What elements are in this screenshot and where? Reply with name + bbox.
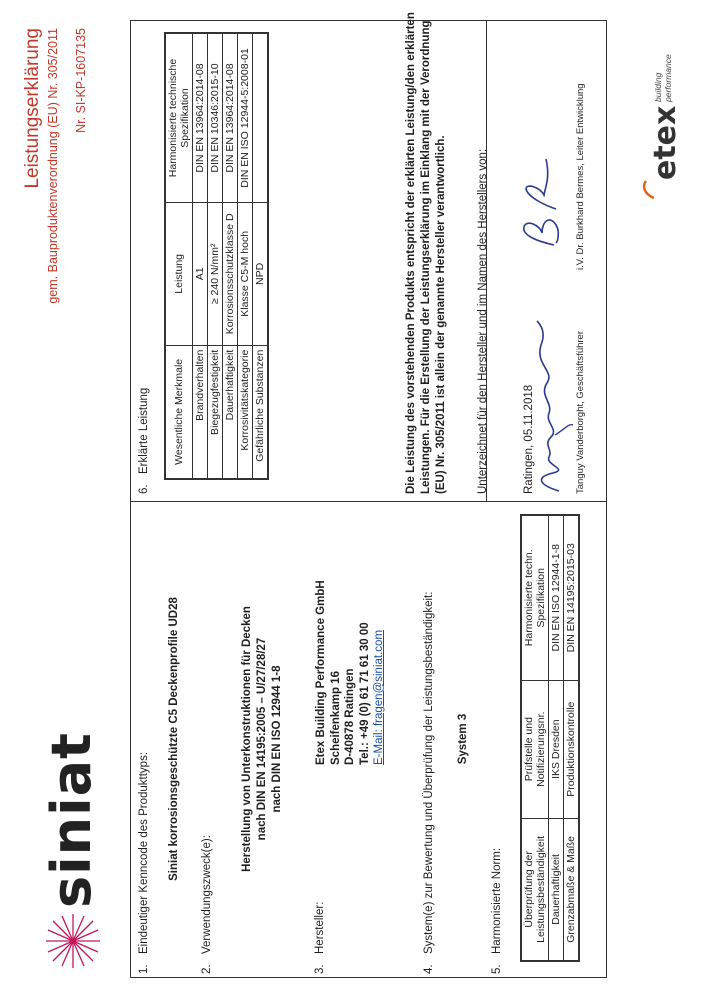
table-row: Grenzabmaße & Maße Produktionskontrolle DIN EN 14195:2015-03 — [564, 515, 580, 961]
document-header — [22, 28, 88, 304]
etex-name: etex — [648, 105, 683, 180]
table-row: Biegezugfestigkeit ≥ 240 N/mm² DIN EN 10346:2015-10 — [208, 33, 223, 479]
signature-1-image — [525, 315, 575, 495]
email-link[interactable]: E-Mail: fragen@siniat.com — [373, 629, 385, 765]
table-row: Gefährliche Substanzen NPD — [253, 33, 269, 479]
table-row: Dauerhaftigkeit IKS Dresden DIN EN ISO 12944-1-8 — [549, 515, 564, 961]
section-3-label: 3.Hersteller: — [314, 901, 326, 974]
section-5-label: 5.Harmonisierte Norm: — [491, 847, 503, 974]
document-subtitle: gem. Bauproduktenverordnung (EU) Nr. 305/2011 — [46, 28, 60, 304]
document-title: Leistungserklärung — [22, 28, 43, 189]
table-row: Brandverhalten A1 DIN EN 13964:2014-08 — [193, 33, 208, 479]
table-row: Dauerhaftigkeit Korrosionsschutzklasse D DIN EN 13964:2014-08 — [223, 33, 238, 479]
system-header-3: Harmonisierte techn. Spezifikation — [521, 515, 549, 680]
signer-1: Tanguy Vanderborght, Geschäftsführer — [575, 330, 586, 494]
system-header-2: Prüfstelle und Notifizierungsnr. — [521, 680, 549, 818]
system-table — [520, 514, 580, 962]
place-date: Ratingen, 05.11.2018 — [523, 384, 535, 494]
perf-header-1: Wesentliche Merkmale — [165, 345, 193, 479]
perf-header-3: Harmonisierte technische Spezifikation — [165, 33, 193, 202]
section-1-label: 1.Eindeutiger Kenncode des Produkttyps: — [138, 751, 150, 974]
performance-table — [164, 32, 269, 480]
perf-header-2: Leistung — [165, 202, 193, 345]
siniat-logo — [38, 710, 108, 970]
document-number: Nr. SI-KP-1607135 — [74, 28, 88, 133]
section-2-label: 2.Verwendungszweck(e): — [201, 835, 213, 974]
etex-tagline: building performance — [653, 54, 673, 102]
section-4-label: 4.System(e) zur Bewertung und Überprüfung der Leistungsbeständigkeit: — [423, 591, 435, 974]
signature-2-image — [516, 145, 566, 255]
etex-logo — [640, 20, 690, 200]
signature-intro: Unterzeichnet für den Hersteller und im Namen des Herstellers von: — [477, 148, 489, 494]
brand-name: siniat — [40, 732, 103, 908]
intended-use: Herstellung von Unterkonstruktionen für Decken nach DIN EN 14195:2005 – U/27/28/27 nach DIN EN ISO 12944 1-8 — [241, 606, 283, 872]
table-row: Korrosivitätskategorie Klasse C5-M hoch DIN EN ISO 12944-5:2008-01 — [238, 33, 253, 479]
signer-2: i.V. Dr. Burkhard Bermes, Leiter Entwicklung — [575, 83, 586, 270]
starburst-icon — [44, 912, 102, 970]
column-divider — [130, 501, 607, 502]
etex-swoosh-icon — [642, 180, 656, 200]
assessment-system: System 3 — [457, 713, 469, 765]
system-header-1: Überprüfung der Leistungsbeständigkeit — [521, 818, 549, 961]
product-code: Siniat korrosionsgeschützte C5 Deckenprofile UD28 — [168, 597, 180, 881]
section-6-label: 6.Erklärte Leistung — [138, 387, 150, 494]
declaration-text: Die Leistung des vorstehenden Produkts entspricht der erklärten Leistung/den erklärten Leistungen. Für die Erstellung der Leistungserklärung im Einklang mit der Verordnung (EU) Nr. 305/2011 ist allein der genannte Hersteller verantwortlich. — [405, 12, 447, 494]
manufacturer-address: Etex Building Performance GmbH Scheifenkamp 16 D-40878 Ratingen Tel.: +49 (0) 61 71 61 30 00 E-Mail: fragen@siniat.com — [315, 580, 385, 765]
